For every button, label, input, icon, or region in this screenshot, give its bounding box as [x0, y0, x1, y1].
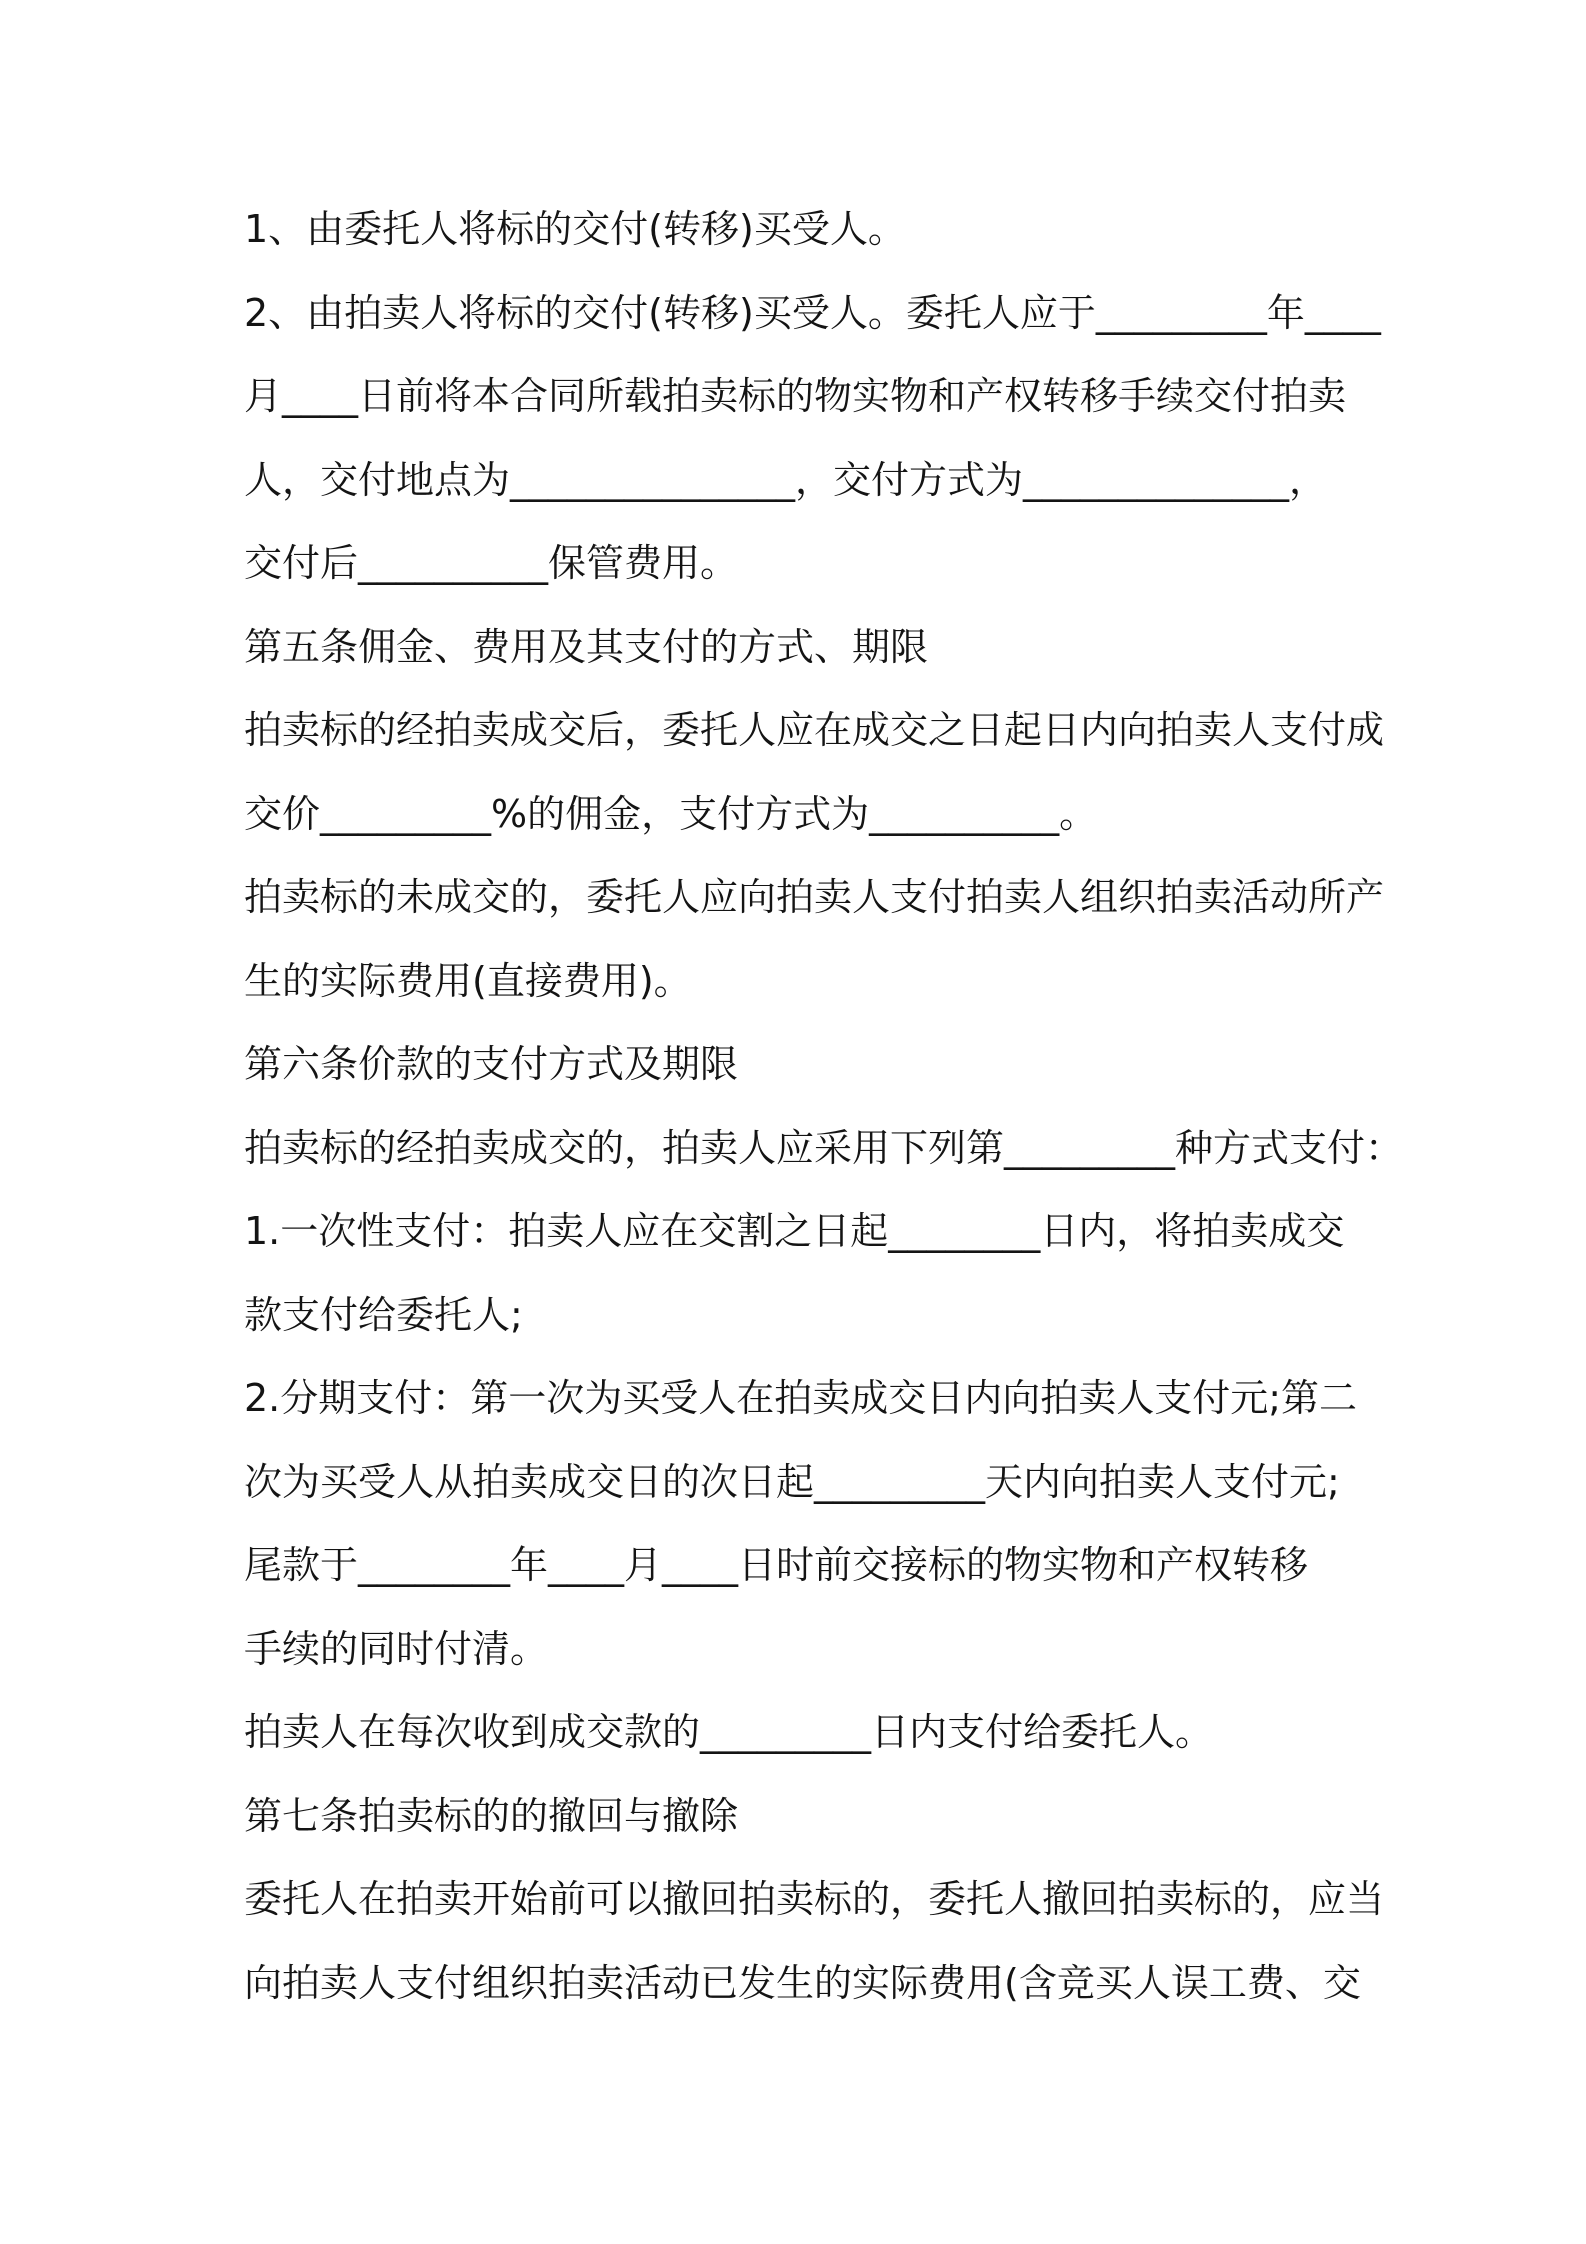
paragraph-line: 1.一次性支付：拍卖人应在交割之日起________日内，将拍卖成交 — [244, 1209, 1345, 1253]
paragraph-line: 款支付给委托人; — [244, 1292, 523, 1337]
paragraph-line: 拍卖人在每次收到成交款的_________日内支付给委托人。 — [244, 1710, 1214, 1754]
section-heading: 第七条拍卖标的的撤回与撤除 — [244, 1793, 739, 1838]
paragraph-line: 交付后__________保管费用。 — [244, 541, 739, 585]
paragraph-line: 拍卖标的经拍卖成交后，委托人应在成交之日起日内向拍卖人支付成 — [244, 708, 1385, 752]
paragraph-line: 1、由委托人将标的交付(转移)买受人。 — [244, 207, 906, 251]
paragraph-line: 拍卖标的经拍卖成交的，拍卖人应采用下列第_________种方式支付： — [244, 1125, 1404, 1170]
paragraph-line: 手续的同时付清。 — [244, 1626, 549, 1671]
paragraph-line: 委托人在拍卖开始前可以撤回拍卖标的，委托人撤回拍卖标的，应当 — [244, 1877, 1385, 1921]
paragraph-line: 尾款于________年____月____日时前交接标的物实物和产权转移 — [244, 1543, 1309, 1587]
section-heading: 第五条佣金、费用及其支付的方式、期限 — [244, 624, 929, 669]
paragraph-line: 交价_________%的佣金，支付方式为__________。 — [244, 791, 1098, 836]
paragraph-line: 次为买受人从拍卖成交日的次日起_________天内向拍卖人支付元; — [244, 1459, 1340, 1504]
paragraph-line: 2、由拍卖人将标的交付(转移)买受人。委托人应于_________年____ — [244, 290, 1381, 335]
paragraph-line: 向拍卖人支付组织拍卖活动已发生的实际费用(含竞买人误工费、交 — [244, 1960, 1361, 2005]
paragraph-line: 生的实际费用(直接费用)。 — [244, 958, 692, 1003]
paragraph-line: 人，交付地点为_______________，交付方式为______________， — [244, 457, 1328, 502]
section-heading: 第六条价款的支付方式及期限 — [244, 1042, 739, 1086]
paragraph-line: 拍卖标的未成交的，委托人应向拍卖人支付拍卖人组织拍卖活动所产 — [244, 875, 1385, 919]
paragraph-line: 月____日前将本合同所载拍卖标的物实物和产权转移手续交付拍卖 — [244, 374, 1347, 418]
paragraph-line: 2.分期支付：第一次为买受人在拍卖成交日内向拍卖人支付元;第二 — [244, 1376, 1358, 1420]
